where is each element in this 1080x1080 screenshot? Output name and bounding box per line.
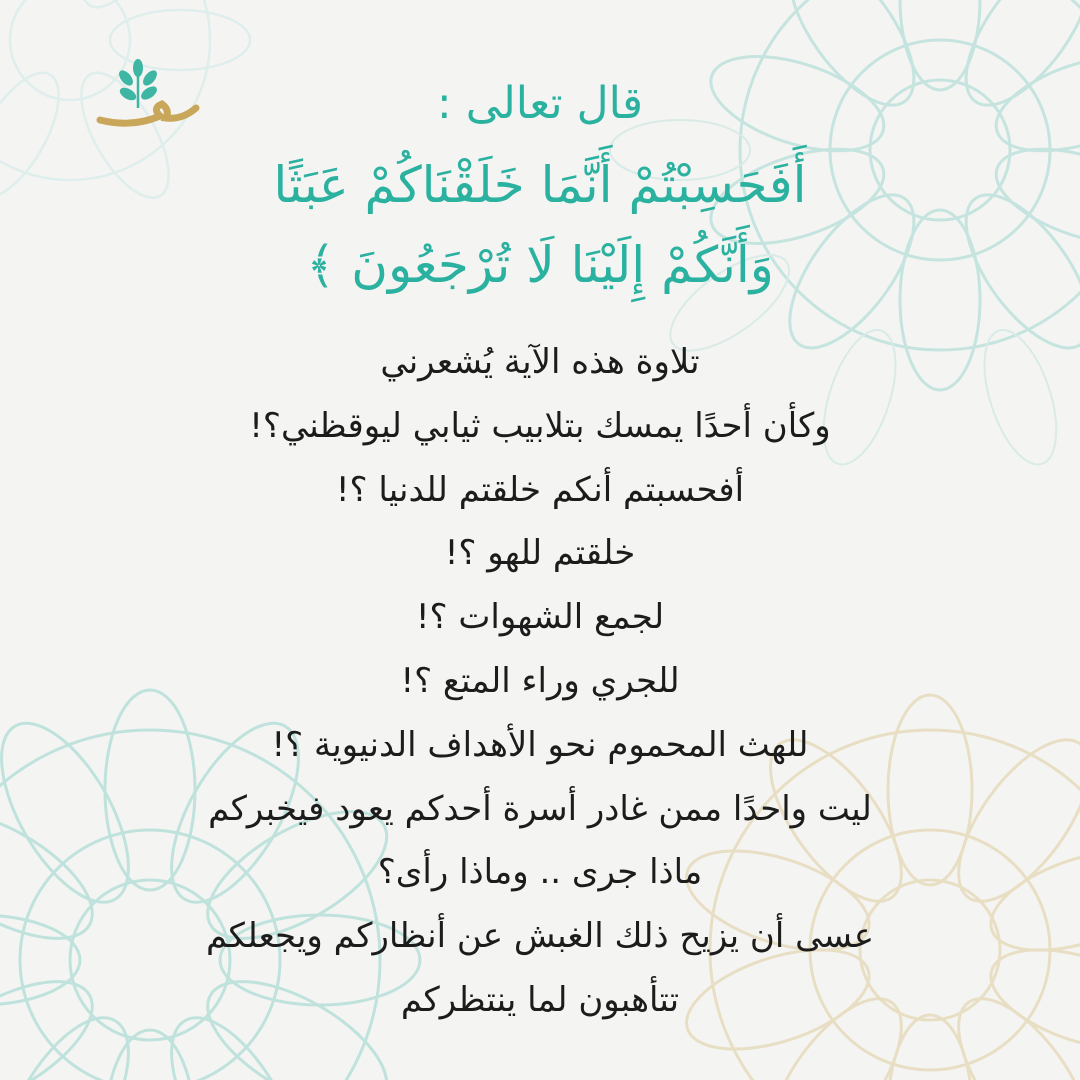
verse-intro-heading: قال تعالى : <box>436 78 644 129</box>
verse-line-2: وَأَنَّكُمْ إِلَيْنَا لَا تُرْجَعُونَ ﴾ <box>306 236 774 294</box>
text-line: خلقتم للهو ؟! <box>444 533 636 574</box>
reflection-text <box>60 335 1020 1037</box>
text-line: للجري وراء المتع ؟! <box>400 660 680 701</box>
text-line: ماذا جرى .. وماذا رأى؟ <box>377 852 703 893</box>
text-line: عسى أن يزيح ذلك الغبش عن أنظاركم ويجعلكم <box>205 916 875 957</box>
text-line: تتأهبون لما ينتظركم <box>400 979 680 1020</box>
verse-line-1: أَفَحَسِبْتُمْ أَنَّمَا خَلَقْنَاكُمْ عَبَثًا <box>273 156 807 214</box>
text-line: وكأن أحدًا يمسك بتلابيب ثيابي ليوقظني؟! <box>249 405 831 446</box>
text-line: أفحسبتم أنكم خلقتم للدنيا ؟! <box>335 469 745 510</box>
text-line: ليت واحدًا ممن غادر أسرة أحدكم يعود فيخبركم <box>208 788 872 829</box>
text-line: تلاوة هذه الآية يُشعرني <box>380 342 700 382</box>
text-line: للهث المحموم نحو الأهداف الدنيوية ؟! <box>271 724 809 765</box>
text-line: لجمع الشهوات ؟! <box>415 597 665 638</box>
